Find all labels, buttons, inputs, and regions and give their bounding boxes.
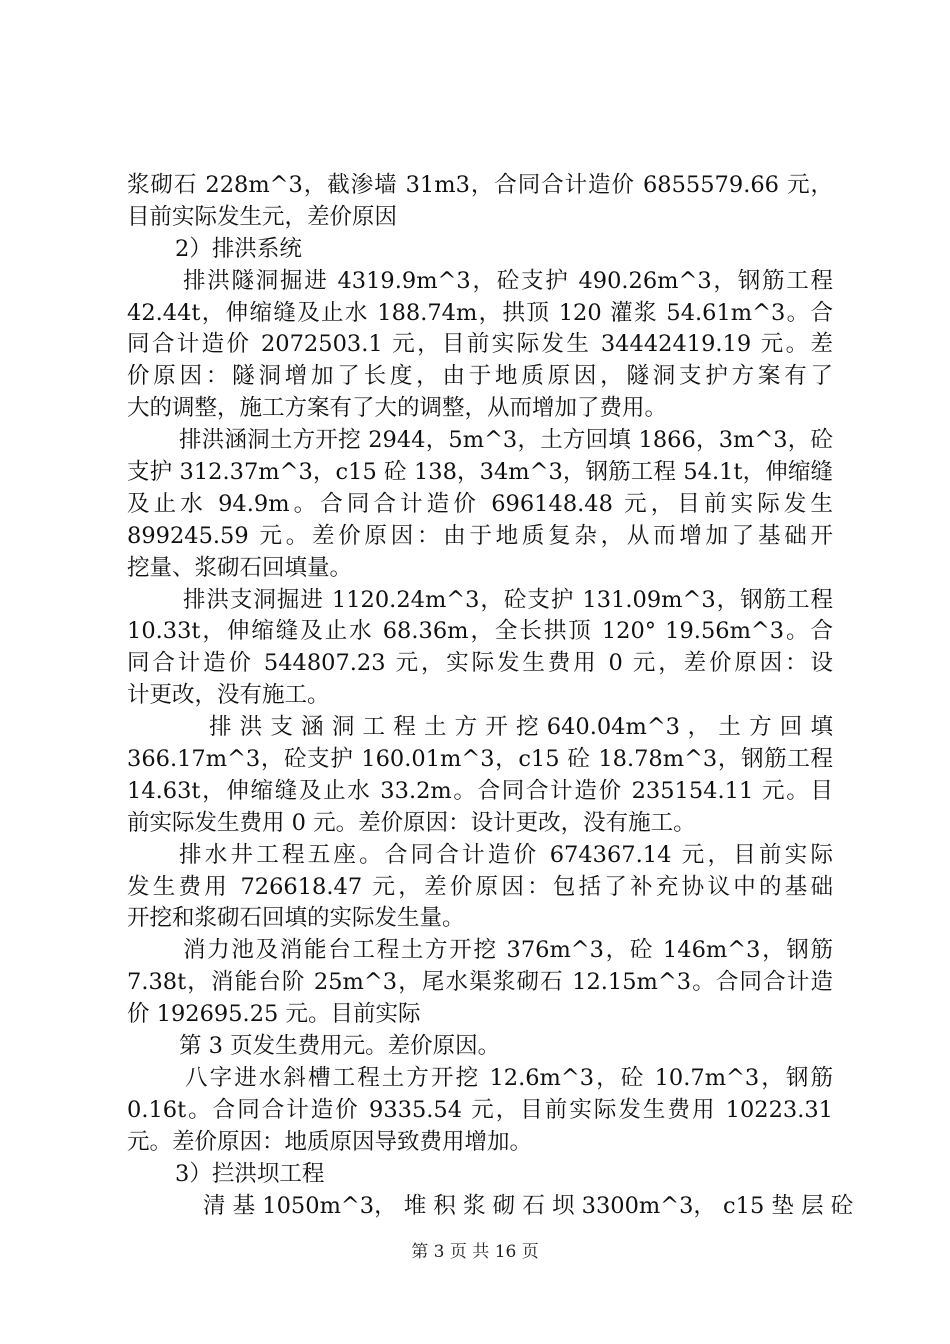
- text-line: 排 洪 支 涵 洞 工 程 土 方 开 挖 640.04m^3 ， 土 方 回 填: [209, 714, 833, 741]
- text-line: 发生费用 726618.47 元，差价原因：包括了补充协议中的基础: [127, 873, 833, 900]
- text-line: 排洪涵洞土方开挖 2944，5m^3，土方回填 1866，3m^3，砼: [179, 427, 833, 454]
- text-line: 消力池及消能台工程土方开挖 376m^3，砼 146m^3，钢筋: [183, 937, 833, 964]
- text-line: 前实际发生费用 0 元。差价原因：设计更改，没有施工。: [127, 809, 696, 836]
- text-line: 开挖和浆砌石回填的实际发生量。: [127, 905, 465, 932]
- text-line: 7.38t，消能台阶 25m^3，尾水渠浆砌石 12.15m^3。合同合计造: [127, 969, 833, 996]
- text-line: 挖量、浆砌石回填量。: [127, 554, 353, 581]
- text-line: 同合计造价 2072503.1 元，目前实际发生 34442419.19 元。差: [127, 331, 833, 358]
- text-line: 同合计造价 544807.23 元，实际发生费用 0 元，差价原因：设: [127, 650, 833, 677]
- text-line: 浆砌石 228m^3，截渗墙 31m3，合同合计造价 6855579.66 元，: [127, 172, 833, 198]
- text-line: 10.33t，伸缩缝及止水 68.36m，全长拱顶 120° 19.56m^3。合: [127, 618, 833, 645]
- document-body: [127, 170, 854, 1222]
- text-line: 价 192695.25 元。目前实际: [127, 1001, 421, 1028]
- text-line: 14.63t，伸缩缝及止水 33.2m。合同合计造价 235154.11 元。目: [127, 777, 833, 804]
- text-line: 899245.59 元。差价原因：由于地质复杂，从而增加了基础开: [127, 522, 833, 549]
- text-line: 排洪支洞掘进 1120.24m^3，砼支护 131.09m^3，钢筋工程: [183, 586, 833, 613]
- text-line: 42.44t，伸缩缝及止水 188.74m，拱顶 120 灌浆 54.61m^3。合: [127, 299, 833, 326]
- text-line: 价原因：隧洞增加了长度，由于地质原因，隧洞支护方案有了: [127, 363, 833, 390]
- text-line: 排水井工程五座。合同合计造价 674367.14 元，目前实际: [179, 841, 833, 868]
- text-line: 排洪隧洞掘进 4319.9m^3，砼支护 490.26m^3，钢筋工程: [183, 267, 833, 294]
- text-line: 支护 312.37m^3，c15 砼 138，34m^3，钢筋工程 54.1t，伸缩缝: [127, 459, 833, 486]
- text-line: 计更改，没有施工。: [127, 682, 330, 709]
- text-line: 及止水 94.9m。合同合计造价 696148.48 元，目前实际发生: [127, 490, 833, 517]
- text-line: 366.17m^3，砼支护 160.01m^3，c15 砼 18.78m^3，钢筋工程: [127, 746, 833, 773]
- text-line: 目前实际发生元，差价原因: [127, 203, 398, 230]
- text-line: 3）拦洪坝工程: [175, 1160, 325, 1187]
- text-line: 大的调整，施工方案有了大的调整，从而增加了费用。: [127, 395, 668, 422]
- text-line: 元。差价原因：地质原因导致费用增加。: [127, 1128, 533, 1155]
- text-line: 清 基 1050m^3， 堆 积 浆 砌 石 坝 3300m^3， c15 垫 层 砼: [203, 1192, 854, 1219]
- text-line: 第 3 页发生费用元。差价原因。: [179, 1033, 501, 1060]
- text-line: 2）排洪系统: [175, 235, 302, 262]
- page-footer: 第 3 页 共 16 页: [411, 1242, 539, 1262]
- text-line: 0.16t。合同合计造价 9335.54 元，目前实际发生费用 10223.31: [127, 1096, 833, 1123]
- text-line: 八字进水斜槽工程土方开挖 12.6m^3，砼 10.7m^3，钢筋: [185, 1064, 833, 1091]
